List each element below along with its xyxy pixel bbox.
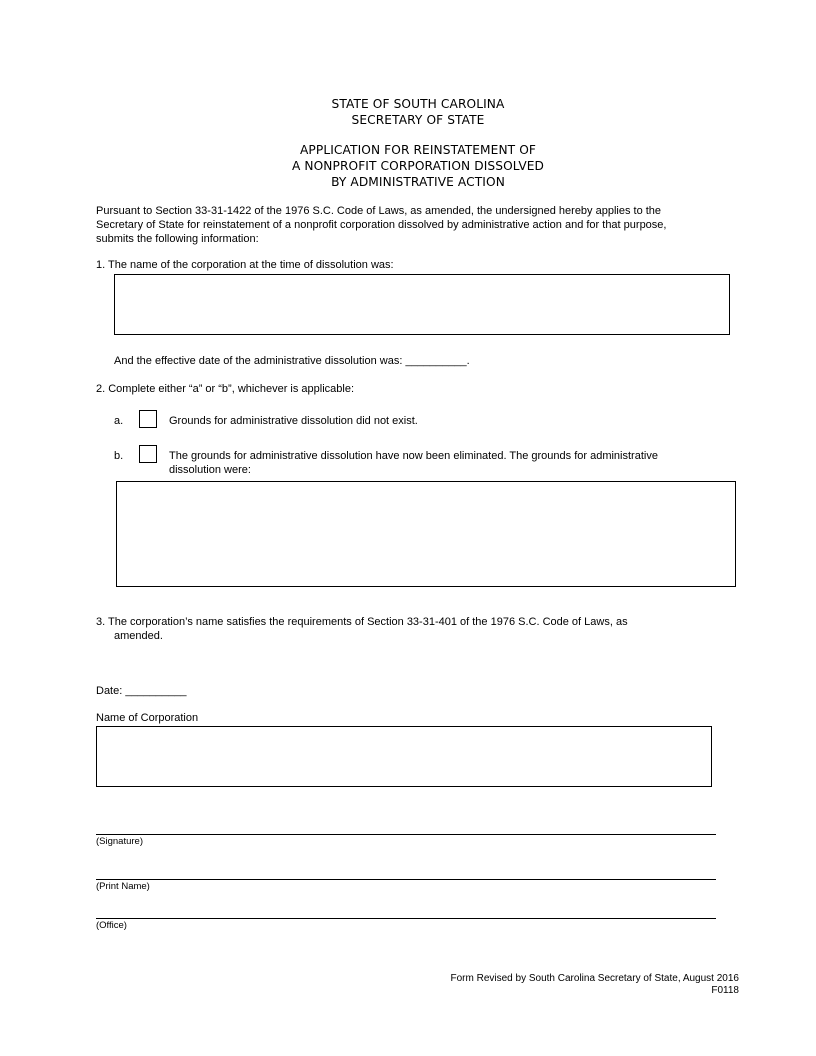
option-a-text: Grounds for administrative dissolution did not exist.: [169, 415, 418, 427]
office-line[interactable]: [96, 918, 716, 919]
revision-note: Form Revised by South Carolina Secretary of State, August 2016: [450, 973, 739, 984]
option-a-marker: a.: [114, 415, 124, 427]
corporation-name-at-dissolution-field[interactable]: [114, 274, 730, 335]
signature-line[interactable]: [96, 834, 716, 835]
item-3-line-1: 3. The corporation’s name satisfies the requirements of Section 33-31-401 of the 1976 S.C. Code of Laws, as: [96, 616, 628, 628]
item-1-label: 1. The name of the corporation at the time of dissolution was:: [96, 259, 394, 271]
item-3-line-2: amended.: [114, 630, 163, 642]
item-2-label: 2. Complete either “a” or “b”, whichever is applicable:: [96, 383, 355, 395]
option-b-marker: b.: [114, 450, 124, 462]
header-state: STATE OF SOUTH CAROLINA: [331, 97, 505, 111]
intro-line-1: Pursuant to Section 33-31-1422 of the 1976 S.C. Code of Laws, as amended, the undersigned hereby applies to the: [96, 205, 662, 217]
intro-line-2: Secretary of State for reinstatement of a nonprofit corporation dissolved by administrative action and for that purpose,: [96, 219, 667, 231]
office-caption: (Office): [96, 920, 127, 931]
date-field[interactable]: Date: __________: [96, 685, 187, 697]
form-title-line-3: BY ADMINISTRATIVE ACTION: [331, 175, 505, 189]
signature-caption: (Signature): [96, 836, 143, 847]
intro-line-3: submits the following information:: [96, 233, 259, 245]
effective-date-line: And the effective date of the administrative dissolution was: __________.: [114, 355, 470, 367]
form-code: F0118: [711, 985, 739, 996]
option-b-checkbox[interactable]: [139, 445, 157, 463]
corporation-name-label: Name of Corporation: [96, 712, 199, 724]
header-office: SECRETARY OF STATE: [351, 113, 485, 127]
corporation-name-field[interactable]: [96, 726, 712, 787]
option-b-text-line-2: dissolution were:: [169, 464, 251, 476]
print-name-line[interactable]: [96, 879, 716, 880]
print-name-caption: (Print Name): [96, 881, 150, 892]
form-title-line-2: A NONPROFIT CORPORATION DISSOLVED: [291, 159, 545, 173]
option-a-checkbox[interactable]: [139, 410, 157, 428]
form-title-line-1: APPLICATION FOR REINSTATEMENT OF: [300, 143, 536, 157]
grounds-for-dissolution-field[interactable]: [116, 481, 736, 587]
option-b-text-line-1: The grounds for administrative dissolution have now been eliminated. The grounds for administrative: [169, 450, 658, 462]
